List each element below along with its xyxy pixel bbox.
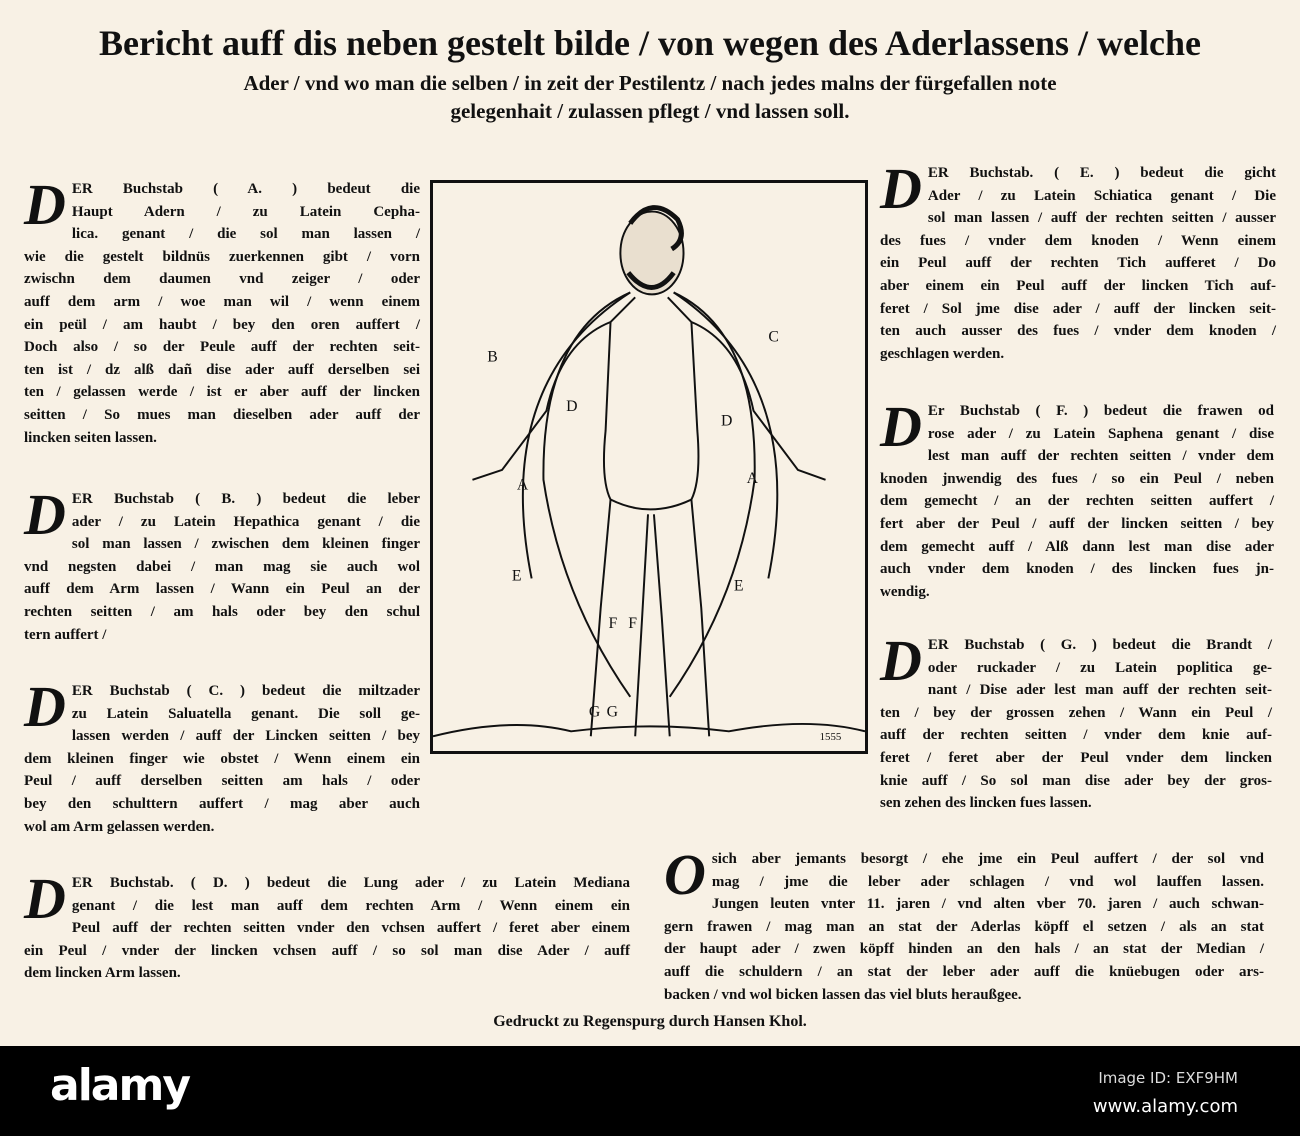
text-line: auff dem arm / woe man wil / wenn einem: [24, 293, 420, 310]
text-line: ten / gelassen werde / ist er aber auff der lincken: [24, 384, 420, 401]
text-line: backen / vnd wol bicken lassen das viel bluts heraußgee.: [664, 986, 1022, 1003]
text-line: Doch also / so der Peule auff der rechten seit-: [24, 339, 420, 356]
text-line: Peul auff der rechten seitten vnder den vchsen auffert / feret aber einem: [71, 920, 630, 937]
text-line: ER Buchstab. ( D. ) bedeut die Lung ader / zu Latein Mediana: [71, 875, 630, 891]
drop-cap-initial: D: [24, 172, 66, 237]
text-line: des fues / vnder dem knoden / Wenn einem: [880, 232, 1276, 249]
text-line: ER Buchstab ( B. ) bedeut die leber: [71, 491, 420, 507]
watermark-url: www.alamy.com: [1092, 1096, 1238, 1117]
text-line: feret / Sol jme dise ader / auff der lincken seit-: [880, 300, 1276, 317]
text-line: wendig.: [880, 583, 930, 600]
text-line: ER Buchstab ( G. ) bedeut die Brandt /: [927, 637, 1272, 653]
text-line: sen zehen des lincken fues lassen.: [880, 795, 1092, 812]
label-b: B: [487, 348, 498, 366]
text-line: Ader / zu Latein Schiatica genant / Die: [927, 187, 1276, 204]
label-f-right: F: [628, 614, 638, 632]
text-line: zwischn dem daumen vnd zeiger / oder: [24, 271, 420, 288]
text-line: vnd negsten dabei / man mag sie auch wol: [24, 558, 420, 575]
text-line: sol man lassen / auff der rechten seitten / ausser: [927, 210, 1276, 227]
label-e-left: E: [511, 567, 522, 585]
text-line: zu Latein Saluatella genant. Die soll ge-: [71, 705, 420, 722]
text-line: sol man lassen / zwischen dem kleinen finger: [71, 536, 420, 553]
text-line: rechten seitten / am hals oder bey den schul: [24, 603, 420, 620]
text-line: oder ruckader / zu Latein poplitica ge-: [927, 659, 1272, 676]
text-line: ten ist / dz alß dañ dise ader auff derselben sei: [24, 361, 420, 378]
text-line: auff der rechten seitten / vnder dem knie auf-: [880, 727, 1272, 744]
label-f-left: F: [608, 614, 618, 632]
text-line: lincken seiten lassen.: [24, 429, 157, 446]
text-line: ein Peul auff der rechten Tich aufferet / Do: [880, 255, 1276, 272]
label-g-right: G: [606, 703, 618, 721]
text-line: ader / zu Latein Hepathica genant / die: [71, 513, 420, 530]
text-line: Peul / auff derselben seitten am hals / oder: [24, 773, 420, 790]
text-line: ein Peul / vnder der lincken vchsen auff / so sol man dise Ader / auff: [24, 942, 630, 959]
label-c: C: [768, 328, 779, 346]
label-d-right: D: [721, 412, 733, 430]
drop-cap-initial: D: [880, 394, 922, 459]
label-g-left: G: [588, 703, 601, 721]
label-a-left: A: [516, 476, 529, 494]
drop-cap-initial: D: [880, 156, 922, 221]
text-line: wol am Arm gelassen werden.: [24, 818, 215, 835]
paragraph-d: [24, 866, 630, 985]
text-line: auff dem Arm lassen / Wann ein Peul an der: [24, 581, 420, 598]
text-line: feret / feret aber der Peul vnder dem lincken: [880, 749, 1272, 766]
text-line: dem kleinen finger wie obstet / Wenn einem ein: [24, 750, 420, 767]
text-line: aber einem ein Peul auff der lincken Tich auf-: [880, 277, 1276, 294]
man-figure-woodcut: [433, 183, 865, 751]
text-line: ten / bey der grossen zehen / Wann ein Peul /: [880, 704, 1272, 721]
title-line-3: gelegenhait / zulassen pflegt / vnd lassen soll.: [450, 99, 850, 123]
bloodletting-figure-illustration: [430, 180, 868, 754]
text-line: lassen werden / auff der Lincken seitten / bey: [71, 728, 420, 745]
drop-cap-initial: D: [24, 482, 66, 547]
text-line: auch vnder dem knoden / des lincken fues jn-: [880, 561, 1274, 578]
date-mark: 1555: [819, 731, 842, 744]
text-line: der haupt ader / zwen köpff hinden an den hals / an stat der Median /: [664, 941, 1264, 958]
label-e-right: E: [733, 577, 744, 595]
text-line: Er Buchstab ( F. ) bedeut die frawen od: [927, 403, 1274, 419]
text-line: dem gemecht auff / Alß dann lest man dise ader: [880, 538, 1274, 555]
paragraph-g: [880, 628, 1272, 815]
title-line-2: Ader / vnd wo man die selben / in zeit der Pestilentz / nach jedes malns der fürgefallen note: [243, 71, 1057, 95]
alamy-logo: alamy: [50, 1060, 189, 1111]
text-line: fert aber der Peul / auff der lincken seitten / bey: [880, 515, 1274, 532]
paragraph-e: [880, 156, 1276, 365]
text-line: seitten / So mues man dieselben ader auff der: [24, 406, 420, 423]
text-line: ein peül / am haubt / bey den oren auffert /: [24, 316, 420, 333]
drop-cap-initial: O: [664, 842, 706, 907]
text-line: rose ader / zu Latein Saphena genant / dise: [927, 425, 1274, 442]
text-line: ER Buchstab ( A. ) bedeut die: [71, 181, 420, 197]
label-d-left: D: [566, 397, 578, 415]
text-line: sich aber jemants besorgt / ehe jme ein Peul auffert / der sol vnd: [711, 851, 1264, 867]
text-line: Haupt Adern / zu Latein Cepha-: [71, 203, 420, 220]
text-line: lest man auff der rechten seitten / vnder dem: [927, 448, 1274, 465]
text-line: bey den schulttern auffert / mag aber auch: [24, 795, 420, 812]
paragraph-c: [24, 674, 420, 838]
image-id: Image ID: EXF9HM: [1098, 1069, 1238, 1087]
drop-cap-initial: D: [880, 628, 922, 693]
printer-colophon: Gedruckt zu Regenspurg durch Hansen Khol.: [493, 1013, 807, 1030]
text-line: dem lincken Arm lassen.: [24, 965, 181, 982]
text-line: knoden jnwendig des fues / so ein Peul / neben: [880, 470, 1274, 487]
text-line: ER Buchstab. ( E. ) bedeut die gicht: [927, 165, 1276, 181]
text-line: dem gemecht / an der rechten seitten auffert /: [880, 493, 1274, 510]
text-line: ER Buchstab ( C. ) bedeut die miltzader: [71, 683, 420, 699]
drop-cap-initial: D: [24, 866, 66, 931]
text-line: ten auch ausser des fues / vnder dem knoden /: [880, 323, 1276, 340]
paragraph-b: [24, 482, 420, 646]
paragraph-h: [664, 842, 1264, 1006]
text-line: gern frawen / mag man an stat der Aderlas köpff el setzen / als an stat: [664, 918, 1264, 935]
text-line: knie auff / So sol man dise ader bey der gros-: [880, 772, 1272, 789]
watermark-bar: [0, 1046, 1300, 1136]
paragraph-f: [880, 394, 1274, 603]
text-line: tern auffert /: [24, 626, 107, 643]
text-line: wie die gestelt bildnüs zuerkennen gibt / vorn: [24, 248, 420, 265]
text-line: Jungen leuten vnter 11. jaren / vnd alten vber 70. jaren / auch schwan-: [711, 896, 1264, 913]
text-line: auff die schuldern / an stat der leber ader auff die knüebugen oder ars-: [664, 963, 1264, 980]
title-line-1: Bericht auff dis neben gestelt bilde / von wegen des Aderlassens / welche: [99, 23, 1201, 63]
text-line: genant / die lest man auff dem rechten Arm / Wenn einem ein: [71, 897, 630, 914]
text-line: lica. genant / die sol man lassen /: [71, 226, 420, 243]
label-a-right: A: [746, 469, 759, 487]
drop-cap-initial: D: [24, 674, 66, 739]
text-line: mag / jme die leber ader schlagen / vnd wol lauffen lassen.: [711, 873, 1264, 890]
text-line: nant / Dise ader lest man auff der rechten seit-: [927, 682, 1272, 699]
paragraph-a: [24, 172, 420, 449]
text-line: geschlagen werden.: [880, 345, 1005, 362]
